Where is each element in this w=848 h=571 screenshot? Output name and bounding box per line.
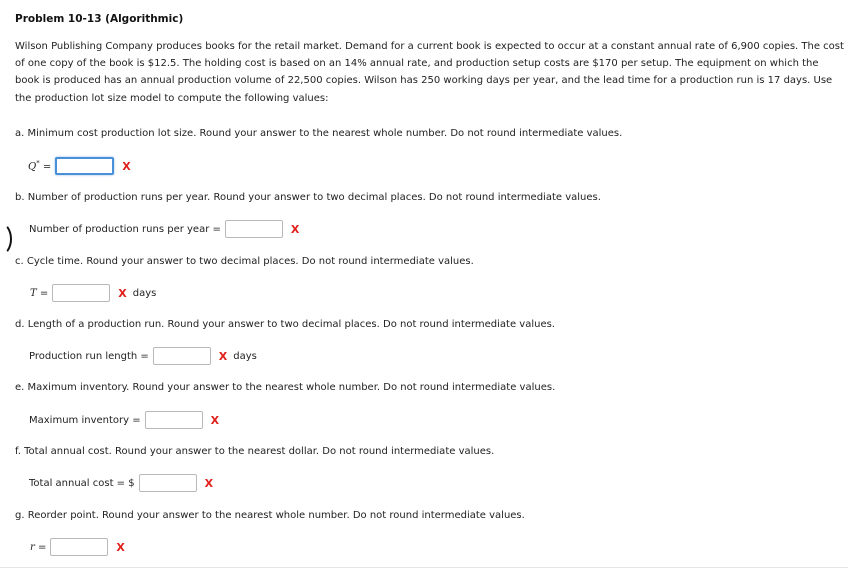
answer-input-e[interactable] — [145, 411, 203, 429]
answer-label-e: Maximum inventory = — [29, 414, 141, 426]
answer-row-c — [30, 283, 156, 303]
unit-days-d: days — [233, 350, 257, 362]
t-variable: T — [30, 287, 37, 299]
question-d: d. Length of a production run. Round your answer to two decimal places. Do not round intermediate values. — [15, 319, 555, 330]
answer-row-e — [29, 410, 219, 430]
answer-row-d — [29, 346, 257, 366]
incorrect-icon: X — [204, 476, 214, 490]
incorrect-icon: X — [122, 159, 131, 173]
answer-label-f: Total annual cost = $ — [29, 477, 135, 489]
incorrect-icon: X — [118, 286, 127, 300]
equals-sign: = — [42, 161, 52, 173]
incorrect-icon: X — [116, 540, 125, 554]
unit-days-c: days — [132, 287, 157, 299]
divider — [0, 567, 848, 568]
answer-row-a — [28, 156, 131, 176]
q-superscript: * — [36, 159, 40, 168]
answer-input-c[interactable] — [52, 284, 110, 302]
answer-label-a — [28, 159, 51, 172]
scroll-edge-marker — [0, 222, 12, 256]
answer-row-b — [29, 219, 299, 239]
q-variable: Q — [28, 161, 37, 173]
answer-input-g[interactable] — [50, 538, 108, 556]
incorrect-icon: X — [218, 349, 228, 363]
r-variable: r — [30, 541, 35, 553]
incorrect-icon: X — [290, 222, 300, 236]
problem-statement: Wilson Publishing Company produces books for the retail market. Demand for a current book is expected to occur at a constant annual rate of 6,900 copies. The cost of one copy of the book is $12.5. The holding cost is based on an 14% annual rate, and production setup costs are $170 per setup. The equipment on which the book is produced has an annual production volume of 22,500 copies. Wilson has 250 working days per year, and the lead time for a production run is 17 days. Use the production lot size model to compute the following values: — [15, 41, 844, 104]
equals-sign: = — [39, 287, 49, 299]
question-a: a. Minimum cost production lot size. Round your answer to the nearest whole number. Do not round intermediate values. — [15, 128, 623, 139]
answer-row-f — [29, 473, 213, 493]
problem-title: Problem 10-13 (Algorithmic) — [15, 13, 184, 25]
question-e: e. Maximum inventory. Round your answer to the nearest whole number. Do not round intermediate values. — [15, 382, 556, 393]
answer-label-g — [30, 542, 46, 553]
question-c: c. Cycle time. Round your answer to two decimal places. Do not round intermediate values. — [15, 256, 474, 267]
answer-input-b[interactable] — [225, 220, 283, 238]
answer-row-g — [30, 537, 125, 557]
equals-sign: = — [37, 541, 47, 553]
answer-input-f[interactable] — [139, 474, 197, 492]
answer-label-d: Production run length = — [29, 350, 149, 362]
answer-input-a[interactable] — [55, 157, 114, 175]
answer-input-d[interactable] — [153, 347, 211, 365]
answer-label-b: Number of production runs per year = — [29, 223, 221, 235]
question-b: b. Number of production runs per year. Round your answer to two decimal places. Do not round intermediate values. — [15, 192, 601, 203]
question-f: f. Total annual cost. Round your answer to the nearest dollar. Do not round intermediate values. — [15, 446, 495, 457]
question-g: g. Reorder point. Round your answer to the nearest whole number. Do not round intermediate values. — [15, 510, 525, 521]
answer-label-c — [30, 288, 48, 299]
incorrect-icon: X — [210, 413, 220, 427]
